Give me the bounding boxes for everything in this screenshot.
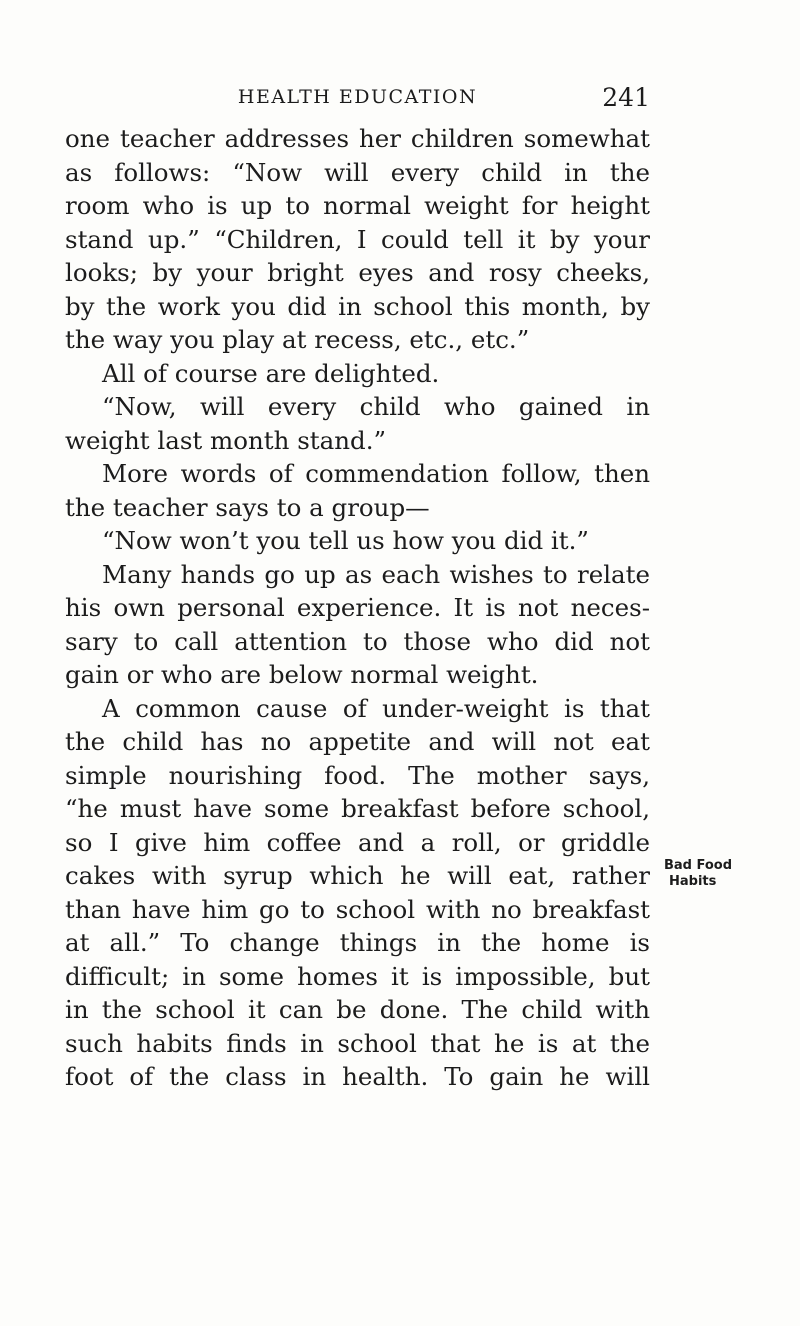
text-line: “he must have some breakfast before school, xyxy=(65,794,650,823)
text-line: so I give him coffee and a roll, or griddle xyxy=(65,827,650,857)
text-line: room who is up to normal weight for height xyxy=(65,191,650,220)
text-line: the child has no appetite and will not eat xyxy=(65,727,650,756)
running-title: HEALTH EDUCATION xyxy=(237,86,478,108)
text-line: Many hands go up as each wishes to relate xyxy=(102,559,650,589)
text-line: his own personal experience. It is not neces- xyxy=(65,593,650,622)
text-line: cakes with syrup which he will eat, rather xyxy=(65,861,650,890)
text-line: simple nourishing food. The mother says, xyxy=(65,760,650,790)
text-line: gain or who are below normal weight. xyxy=(65,660,539,689)
margin-note-line: Bad Food xyxy=(664,858,733,873)
text-line: one teacher addresses her children somewhat xyxy=(65,124,650,153)
text-line: in the school it can be done. The child with xyxy=(65,995,650,1024)
text-line: at all.” To change things in the home is xyxy=(65,928,650,957)
text-line: than have him go to school with no breakfast xyxy=(65,894,650,924)
text-line: the teacher says to a group— xyxy=(65,492,430,522)
text-line: All of course are delighted. xyxy=(102,358,440,388)
running-head xyxy=(65,83,650,116)
text-line: “Now, will every child who gained in xyxy=(102,392,650,421)
text-line: foot of the class in health. To gain he will xyxy=(65,1062,650,1091)
text-line: stand up.” “Children, I could tell it by your xyxy=(65,224,650,254)
text-line: looks; by your bright eyes and rosy cheeks, xyxy=(65,258,650,287)
text-line: A common cause of under-weight is that xyxy=(102,693,650,723)
margin-note-line: Habits xyxy=(669,874,717,889)
text-line: More words of commendation follow, then xyxy=(102,459,650,488)
text-line: “Now won’t you tell us how you did it.” xyxy=(102,526,589,555)
text-line: sary to call attention to those who did not xyxy=(65,626,650,656)
margin-note xyxy=(664,858,774,890)
text-line: such habits finds in school that he is at the xyxy=(65,1028,650,1058)
body-text xyxy=(65,122,650,1094)
text-line: difficult; in some homes it is impossible, but xyxy=(65,961,650,991)
text-line: weight last month stand.” xyxy=(65,425,387,455)
text-line: by the work you did in school this month, by xyxy=(65,291,650,321)
page-number: 241 xyxy=(602,83,650,112)
text-line: the way you play at recess, etc., etc.” xyxy=(65,325,530,354)
text-line: as follows: “Now will every child in the xyxy=(65,157,650,187)
